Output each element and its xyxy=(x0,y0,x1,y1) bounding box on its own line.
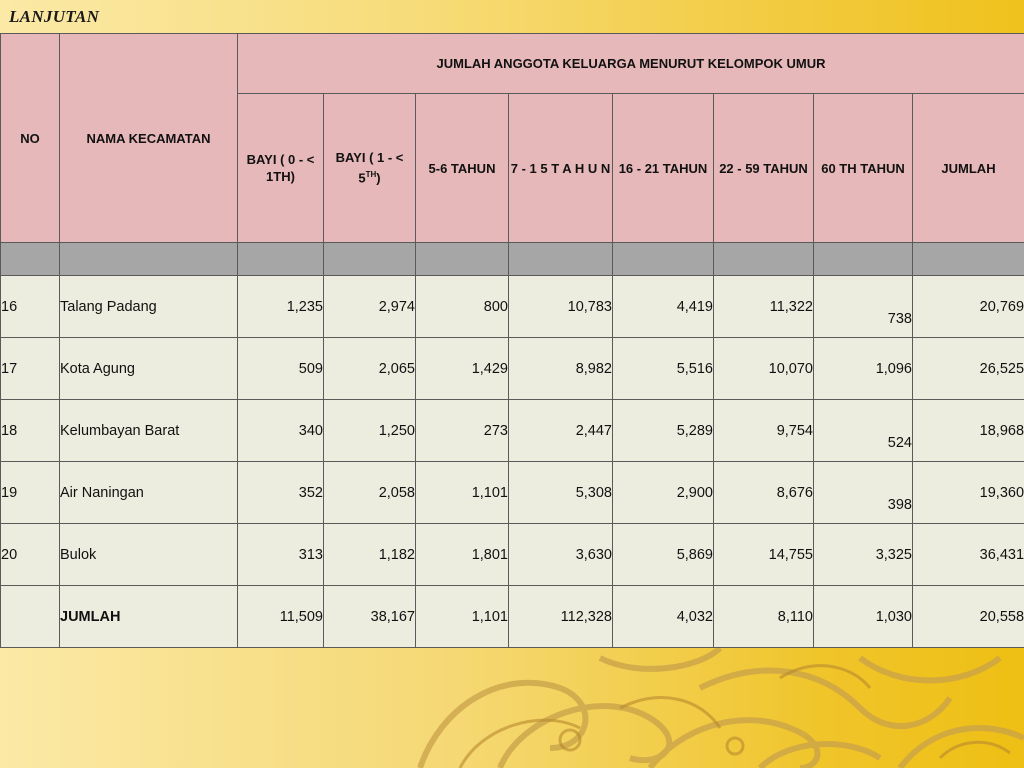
header-16-21-tahun: 16 - 21 TAHUN xyxy=(613,94,714,243)
header-no: NO xyxy=(1,34,60,243)
header-group: JUMLAH ANGGOTA KELUARGA MENURUT KELOMPOK UMUR xyxy=(238,34,1024,94)
table-row: 20 Bulok 313 1,182 1,801 3,630 5,869 14,755 3,325 36,431 xyxy=(1,524,1024,586)
total-label: JUMLAH xyxy=(60,586,238,648)
population-table xyxy=(0,33,1024,648)
decorative-swirl-background xyxy=(0,648,1024,768)
header-60-tahun: 60 TH TAHUN xyxy=(814,94,913,243)
table-row: 18 Kelumbayan Barat 340 1,250 273 2,447 5,289 9,754 524 18,968 xyxy=(1,400,1024,462)
table-row: 17 Kota Agung 509 2,065 1,429 8,982 5,516 10,070 1,096 26,525 xyxy=(1,338,1024,400)
slide-title: LANJUTAN xyxy=(9,7,100,26)
header-jumlah: JUMLAH xyxy=(913,94,1024,243)
table-row: 16 Talang Padang 1,235 2,974 800 10,783 4,419 11,322 738 20,769 xyxy=(1,276,1024,338)
header-bayi-1-5: BAYI ( 1 - < 5TH) xyxy=(324,94,416,243)
table-row: 19 Air Naningan 352 2,058 1,101 5,308 2,900 8,676 398 19,360 xyxy=(1,462,1024,524)
header-bayi-0-1: BAYI ( 0 - < 1TH) xyxy=(238,94,324,243)
header-5-6-tahun: 5-6 TAHUN xyxy=(416,94,509,243)
header-nama-kecamatan: NAMA KECAMATAN xyxy=(60,34,238,243)
header-7-15-tahun: 7 - 1 5 T A H U N xyxy=(509,94,613,243)
header-22-59-tahun: 22 - 59 TAHUN xyxy=(714,94,814,243)
spacer-row xyxy=(1,243,1024,276)
total-row: JUMLAH 11,509 38,167 1,101 112,328 4,032 8,110 1,030 20,558 xyxy=(1,586,1024,648)
